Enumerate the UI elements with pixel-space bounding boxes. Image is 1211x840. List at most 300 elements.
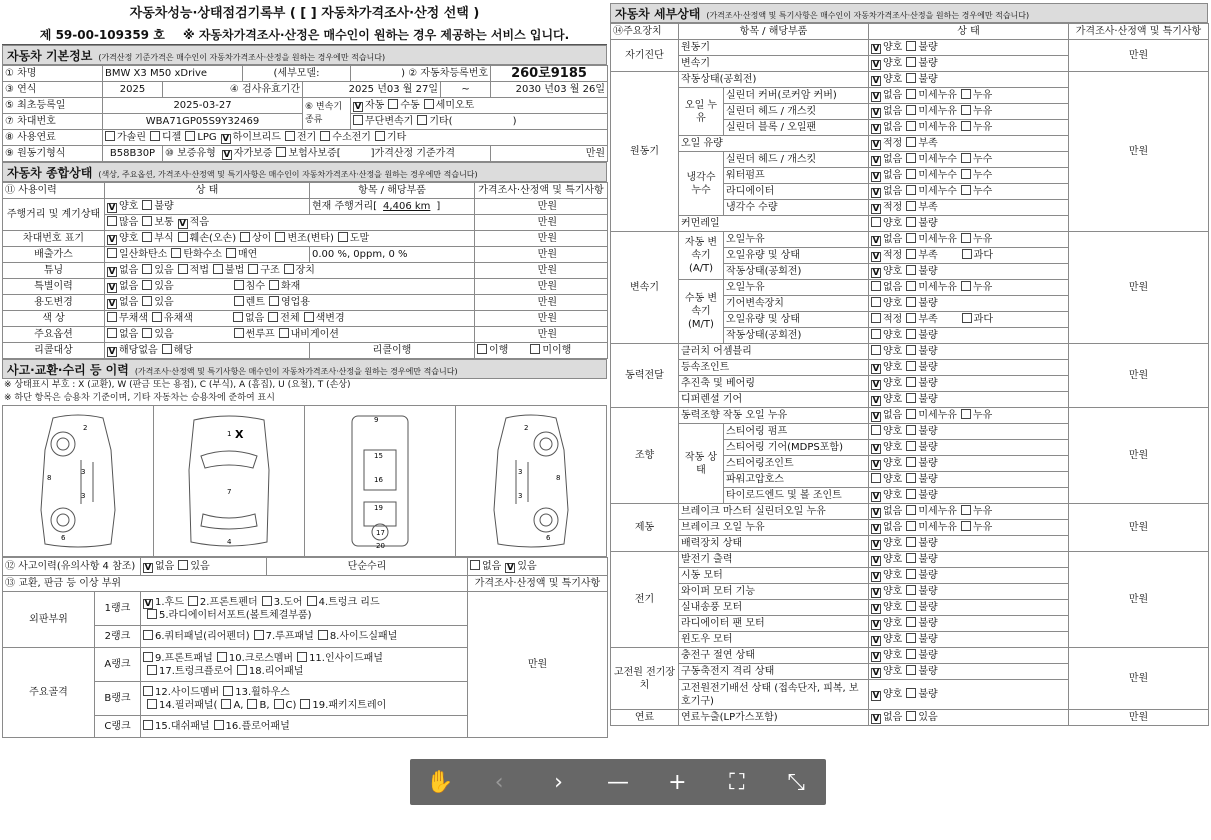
next-page-icon[interactable]: › <box>554 769 563 795</box>
checkbox[interactable] <box>906 329 916 339</box>
svg-text:8: 8 <box>47 474 52 482</box>
table-cell: 배출가스 <box>3 247 105 263</box>
table-cell: 1랭크 <box>95 592 141 626</box>
checkbox[interactable] <box>318 630 328 640</box>
checkbox[interactable] <box>906 585 916 595</box>
checkbox[interactable] <box>221 699 231 709</box>
table-cell: V 없음 미세누유 누유 <box>869 120 1069 136</box>
checkbox[interactable] <box>143 720 153 730</box>
table-cell: V 없음 미세누유 누유 <box>869 88 1069 104</box>
checkbox[interactable] <box>143 630 153 640</box>
table-cell: 냉각수 수량 <box>724 200 869 216</box>
table-cell: 고전원전기배선 상태 (접속단자, 피복, 보호기구) <box>679 680 869 710</box>
checkbox[interactable] <box>871 444 881 454</box>
table-cell: 변속기 <box>611 232 679 344</box>
table-cell: 6.쿼터패널(리어펜더) 7.루프패널 8.사이드실패널 <box>141 626 468 648</box>
checkbox[interactable] <box>107 267 117 277</box>
checkbox[interactable] <box>906 473 916 483</box>
checkbox[interactable] <box>107 248 117 258</box>
table-cell: 워터펌프 <box>724 168 869 184</box>
checkbox[interactable] <box>871 297 881 307</box>
table-cell: V 양호 불량 <box>869 488 1069 504</box>
checkbox[interactable] <box>871 396 881 406</box>
checkbox[interactable] <box>871 345 881 355</box>
table-cell: 양호 불량 <box>869 296 1069 312</box>
checkbox[interactable] <box>388 99 398 109</box>
table-cell: 2랭크 <box>95 626 141 648</box>
checkbox[interactable] <box>142 264 152 274</box>
table-cell: V 적정 부족 <box>869 136 1069 152</box>
table-cell: 무단변속기 기타( ) <box>351 114 608 130</box>
checkbox[interactable] <box>240 232 250 242</box>
table-cell: 수동 변속기 (M/T) <box>679 280 724 344</box>
table-cell: 15.대쉬패널 16.플로어패널 <box>141 716 468 738</box>
svg-text:2: 2 <box>83 424 88 432</box>
table-cell: 만원 <box>475 199 608 215</box>
table-cell: 양호 불량 <box>869 344 1069 360</box>
table-cell: 충전구 절연 상태 <box>679 648 869 664</box>
checkbox[interactable] <box>142 296 152 306</box>
trans-auto-checkbox[interactable] <box>353 102 363 112</box>
checkbox[interactable] <box>424 99 434 109</box>
table-cell: V 없음 미세누유 누유 <box>869 504 1069 520</box>
table-cell: 튜닝 <box>3 263 105 279</box>
pan-hand-icon[interactable]: ✋ <box>426 769 454 795</box>
checkbox[interactable] <box>279 328 289 338</box>
table-cell: 리콜대상 <box>3 343 105 359</box>
checkbox[interactable] <box>477 344 487 354</box>
checkbox[interactable] <box>906 41 916 51</box>
checkbox[interactable] <box>237 665 247 675</box>
checkbox[interactable] <box>142 232 152 242</box>
checkbox[interactable] <box>961 409 971 419</box>
table-cell: 만원 <box>1069 710 1209 726</box>
checkbox[interactable] <box>269 296 279 306</box>
table-cell: 만원 <box>475 263 608 279</box>
checkbox[interactable] <box>906 688 916 698</box>
fuel-hybrid-checkbox[interactable] <box>221 134 231 144</box>
svg-text:8: 8 <box>556 474 561 482</box>
zoom-in-icon[interactable]: + <box>668 769 687 795</box>
checkbox[interactable] <box>147 609 157 619</box>
checkbox[interactable] <box>906 521 916 531</box>
table-cell: V 없음 미세누유 누유 <box>869 408 1069 424</box>
checkbox[interactable] <box>871 425 881 435</box>
checkbox[interactable] <box>143 563 153 573</box>
checkbox[interactable] <box>906 153 916 163</box>
checkbox[interactable] <box>871 412 881 422</box>
checkbox[interactable] <box>906 105 916 115</box>
table-cell: V 양호 불량 <box>869 264 1069 280</box>
checkbox[interactable] <box>961 521 971 531</box>
checkbox[interactable] <box>906 137 916 147</box>
table-cell: 2025 <box>103 82 163 98</box>
table-cell: 리콜이행 <box>310 343 475 359</box>
checkbox[interactable] <box>274 699 284 709</box>
checkbox[interactable] <box>222 150 232 160</box>
checkbox[interactable] <box>962 249 972 259</box>
checkbox[interactable] <box>871 329 881 339</box>
table-cell: 라디에이터 <box>724 184 869 200</box>
checkbox[interactable] <box>871 588 881 598</box>
checkbox[interactable] <box>906 537 916 547</box>
registration-number: 260로9185 <box>491 66 608 82</box>
table-cell: ⑭주요장치 <box>611 24 679 40</box>
table-cell: ⑩ 보증유형V 자가보증 보험사보증[ ]가격산정 기준가격 <box>163 146 491 162</box>
checkbox[interactable] <box>171 248 181 258</box>
table-cell: V 없음 있음 <box>141 558 267 576</box>
table-cell: V 없음 미세누수 누수 <box>869 168 1069 184</box>
checkbox[interactable] <box>961 121 971 131</box>
checkbox[interactable] <box>906 249 916 259</box>
checkbox[interactable] <box>226 248 236 258</box>
checkbox[interactable] <box>871 364 881 374</box>
checkbox[interactable] <box>871 668 881 678</box>
svg-text:3: 3 <box>81 468 86 476</box>
checkbox[interactable] <box>906 89 916 99</box>
checkbox[interactable] <box>213 264 223 274</box>
checkbox[interactable] <box>871 652 881 662</box>
checkbox[interactable] <box>871 268 881 278</box>
checkbox[interactable] <box>906 553 916 563</box>
shrink-icon[interactable]: ⤡ <box>787 769 806 795</box>
checkbox[interactable] <box>906 73 916 83</box>
checkbox[interactable] <box>871 252 881 262</box>
checkbox[interactable] <box>961 153 971 163</box>
table-cell: ⑧ 사용연료 <box>3 130 103 146</box>
checkbox[interactable] <box>871 524 881 534</box>
checkbox[interactable] <box>178 560 188 570</box>
checkbox[interactable] <box>871 620 881 630</box>
checkbox[interactable] <box>276 147 286 157</box>
fit-screen-icon[interactable]: ⛶ <box>729 769 745 795</box>
checkbox[interactable] <box>871 60 881 70</box>
checkbox[interactable] <box>107 283 117 293</box>
checkbox[interactable] <box>178 264 188 274</box>
checkbox[interactable] <box>262 596 272 606</box>
table-cell: ③ 연식 <box>3 82 103 98</box>
checkbox[interactable] <box>223 686 233 696</box>
checkbox[interactable] <box>906 617 916 627</box>
checkbox[interactable] <box>871 172 881 182</box>
checkbox[interactable] <box>178 232 188 242</box>
checkbox[interactable] <box>906 489 916 499</box>
checkbox[interactable] <box>906 425 916 435</box>
checkbox[interactable] <box>107 312 117 322</box>
checkbox[interactable] <box>470 560 480 570</box>
svg-text:20: 20 <box>376 542 385 550</box>
table-cell: 없음V 있음 <box>468 558 608 576</box>
table-cell: 만원 <box>1069 504 1209 552</box>
table-cell: 양호 불량 <box>869 328 1069 344</box>
car-side-right-icon <box>476 410 586 552</box>
checkbox[interactable] <box>871 460 881 470</box>
svg-text:3: 3 <box>81 492 86 500</box>
table-cell: 특별이력 <box>3 279 105 295</box>
table-cell: V 적정 부족 과다 <box>869 248 1069 264</box>
table-cell: 등속조인트 <box>679 360 869 376</box>
svg-text:9: 9 <box>374 416 379 424</box>
table-cell: 작동상태(공회전) <box>724 264 869 280</box>
checkbox[interactable] <box>871 473 881 483</box>
checkbox[interactable] <box>906 313 916 323</box>
form-title: 자동차성능·상태점검기록부 ( [ ] 자동차가격조사·산정 선택 ) <box>129 6 480 21</box>
checkbox[interactable] <box>906 711 916 721</box>
svg-text:6: 6 <box>61 534 66 542</box>
checkbox[interactable] <box>962 313 972 323</box>
checkbox[interactable] <box>353 115 363 125</box>
checkbox[interactable] <box>338 232 348 242</box>
checkbox[interactable] <box>268 312 278 322</box>
checkbox[interactable] <box>284 264 294 274</box>
table-cell: A랭크 <box>95 648 141 682</box>
svg-text:2: 2 <box>524 424 529 432</box>
checkbox[interactable] <box>906 281 916 291</box>
checkbox[interactable] <box>906 345 916 355</box>
checkbox[interactable] <box>285 131 295 141</box>
checkbox[interactable] <box>871 691 881 701</box>
table-cell: 스티어링 기어(MDPS포함) <box>724 440 869 456</box>
checkbox[interactable] <box>300 699 310 709</box>
table-cell: ~ <box>441 82 491 98</box>
table-cell: B58B30P <box>103 146 163 162</box>
checkbox[interactable] <box>871 108 881 118</box>
checkbox[interactable] <box>269 280 279 290</box>
table-cell: 조향 <box>611 408 679 504</box>
checkbox[interactable] <box>871 492 881 502</box>
checkbox[interactable] <box>961 505 971 515</box>
table-cell: 만원 <box>1069 232 1209 344</box>
checkbox[interactable] <box>906 649 916 659</box>
table-cell: 작동 상태 <box>679 424 724 504</box>
checkbox[interactable] <box>871 508 881 518</box>
table-cell: 없음 있음 썬루프 내비게이션 <box>105 327 475 343</box>
odometer-value: 4,406 km <box>383 201 431 212</box>
checkbox[interactable] <box>871 556 881 566</box>
table-cell: 제동 <box>611 504 679 552</box>
checkbox[interactable] <box>906 633 916 643</box>
checkbox[interactable] <box>906 57 916 67</box>
checkbox[interactable] <box>961 233 971 243</box>
checkbox[interactable] <box>961 185 971 195</box>
table-cell: ) ② 자동차등록번호 <box>351 66 491 82</box>
svg-text:4: 4 <box>227 538 232 546</box>
vin: WBA71GP05S9Y32469 <box>103 114 303 130</box>
table-cell: 2030 년03 월 26일 <box>491 82 608 98</box>
checkbox[interactable] <box>906 217 916 227</box>
checkbox[interactable] <box>906 201 916 211</box>
table-cell: ⑪ 사용이력 <box>3 183 105 199</box>
table-cell: 만원 <box>475 311 608 327</box>
checkbox[interactable] <box>147 699 157 709</box>
table-cell: (세부모델: <box>243 66 351 82</box>
checkbox[interactable] <box>906 185 916 195</box>
svg-text:3: 3 <box>518 468 523 476</box>
table-cell: 양호 불량 <box>869 424 1069 440</box>
checkbox[interactable] <box>906 361 916 371</box>
checkbox[interactable] <box>297 652 307 662</box>
table-cell: 만원 <box>475 327 608 343</box>
checkbox[interactable] <box>871 204 881 214</box>
checkbox[interactable] <box>871 44 881 54</box>
checkbox[interactable] <box>961 169 971 179</box>
checkbox[interactable] <box>906 233 916 243</box>
checkbox[interactable] <box>143 599 153 609</box>
table-cell: 브레이크 오일 누유 <box>679 520 869 536</box>
table-cell: ⑫ 사고이력(유의사항 4 참조) <box>3 558 141 576</box>
table-cell: ⑤ 최초등록일 <box>3 98 103 114</box>
checkbox[interactable] <box>871 313 881 323</box>
checkbox[interactable] <box>871 92 881 102</box>
table-cell: V 양호 불량 <box>869 40 1069 56</box>
checkbox[interactable] <box>871 217 881 227</box>
checkbox[interactable] <box>871 636 881 646</box>
checkbox[interactable] <box>143 686 153 696</box>
checkbox[interactable] <box>871 572 881 582</box>
table-cell: V 양호 불량 <box>869 392 1069 408</box>
checkbox[interactable] <box>142 280 152 290</box>
checkbox[interactable] <box>906 121 916 131</box>
table-cell: 오일유량 및 상태 <box>724 312 869 328</box>
table-cell: 오일 유량 <box>679 136 869 152</box>
checkbox[interactable] <box>871 188 881 198</box>
checkbox[interactable] <box>375 131 385 141</box>
exchange-mark-x: X <box>235 428 244 441</box>
table-cell: 오일누유 <box>724 232 869 248</box>
table-cell: 작동상태(공회전) <box>679 72 869 88</box>
table-cell: 실린더 커버(로커암 커버) <box>724 88 869 104</box>
table-cell: 용도변경 <box>3 295 105 311</box>
table-cell: V 양호 불량 <box>869 584 1069 600</box>
checkbox[interactable] <box>906 505 916 515</box>
checkbox[interactable] <box>188 596 198 606</box>
checkbox[interactable] <box>143 652 153 662</box>
table-cell: V 양호 불량 <box>869 552 1069 568</box>
checkbox[interactable] <box>871 604 881 614</box>
checkbox[interactable] <box>871 76 881 86</box>
table-cell: 냉각수 누수 <box>679 152 724 216</box>
table-cell: V 양호 불량 <box>869 664 1069 680</box>
checkbox[interactable] <box>961 105 971 115</box>
checkbox[interactable] <box>871 156 881 166</box>
checkbox[interactable] <box>234 328 244 338</box>
table-cell: 클러치 어셈블리 <box>679 344 869 360</box>
table-cell: 만원 <box>475 215 608 231</box>
checkbox[interactable] <box>906 265 916 275</box>
table-cell: 없음 미세누유 누유 <box>869 280 1069 296</box>
zoom-out-icon[interactable]: — <box>606 769 629 795</box>
checkbox[interactable] <box>142 328 152 338</box>
checkbox[interactable] <box>906 377 916 387</box>
prev-page-icon[interactable]: ‹ <box>494 769 504 795</box>
checkbox[interactable] <box>871 236 881 246</box>
checkbox[interactable] <box>871 281 881 291</box>
checkbox[interactable] <box>105 131 115 141</box>
checkbox[interactable] <box>142 200 152 210</box>
table-cell: 와이퍼 모터 기능 <box>679 584 869 600</box>
checkbox[interactable] <box>178 219 188 229</box>
checkbox[interactable] <box>162 344 172 354</box>
svg-text:3: 3 <box>518 492 523 500</box>
checkbox[interactable] <box>234 296 244 306</box>
table-cell: C랭크 <box>95 716 141 738</box>
table-cell: 고전원 전기장치 <box>611 648 679 710</box>
table-cell: 커먼레일 <box>679 216 869 232</box>
table-cell: 시동 모터 <box>679 568 869 584</box>
checkbox[interactable] <box>304 312 314 322</box>
checkbox[interactable] <box>248 264 258 274</box>
checkbox[interactable] <box>275 232 285 242</box>
checkbox[interactable] <box>871 124 881 134</box>
form-notice: ※ 자동차가격조사·산정은 매수인이 원하는 경우 제공하는 서비스 입니다. <box>182 28 570 42</box>
checkbox[interactable] <box>234 280 244 290</box>
checkbox[interactable] <box>906 601 916 611</box>
checkbox[interactable] <box>871 380 881 390</box>
table-cell: 스티어링 펌프 <box>724 424 869 440</box>
checkbox[interactable] <box>871 714 881 724</box>
checkbox[interactable] <box>107 347 117 357</box>
table-cell: 상 태 <box>869 24 1069 40</box>
table-cell: 2025 년03 월 27일 <box>303 82 441 98</box>
left-form <box>2 3 607 738</box>
checkbox[interactable] <box>233 312 243 322</box>
checkbox[interactable] <box>247 699 257 709</box>
checkbox[interactable] <box>150 131 160 141</box>
table-cell: 항목 / 해당부품 <box>679 24 869 40</box>
checkbox[interactable] <box>107 203 117 213</box>
checkbox[interactable] <box>107 235 117 245</box>
checkbox[interactable] <box>530 344 540 354</box>
table-cell: ④ 검사유효기간 <box>163 82 303 98</box>
checkbox[interactable] <box>505 563 515 573</box>
checkbox[interactable] <box>320 131 330 141</box>
table-cell: 라디에이터 팬 모터 <box>679 616 869 632</box>
checkbox[interactable] <box>107 328 117 338</box>
checkbox[interactable] <box>142 216 152 226</box>
checkbox[interactable] <box>217 652 227 662</box>
table-cell: V 적정 부족 <box>869 200 1069 216</box>
table-cell: 상 태 <box>105 183 310 199</box>
checkbox[interactable] <box>906 441 916 451</box>
checkbox[interactable] <box>254 630 264 640</box>
checkbox[interactable] <box>906 297 916 307</box>
checkbox[interactable] <box>307 596 317 606</box>
checkbox[interactable] <box>107 216 117 226</box>
checkbox[interactable] <box>185 131 195 141</box>
checkbox[interactable] <box>906 409 916 419</box>
table-cell: 기어변속장치 <box>724 296 869 312</box>
section-basic-info: 자동차 기본정보 (가격산정 기준가격은 매수인이 자동차가격조사·산정을 원하는 경우에만 적습니다) <box>2 45 607 65</box>
checkbox[interactable] <box>961 281 971 291</box>
checkbox[interactable] <box>906 393 916 403</box>
checkbox[interactable] <box>214 720 224 730</box>
checkbox[interactable] <box>152 312 162 322</box>
table-cell: V 해당없음 해당 <box>105 343 310 359</box>
checkbox[interactable] <box>906 665 916 675</box>
table-cell: V 양호 불량 <box>869 568 1069 584</box>
checkbox[interactable] <box>147 665 157 675</box>
checkbox[interactable] <box>417 115 427 125</box>
checkbox[interactable] <box>871 540 881 550</box>
checkbox[interactable] <box>961 89 971 99</box>
checkbox[interactable] <box>906 457 916 467</box>
table-cell: 만원 <box>475 295 608 311</box>
table-cell: 만원 <box>468 592 608 738</box>
checkbox[interactable] <box>906 569 916 579</box>
checkbox[interactable] <box>107 299 117 309</box>
checkbox[interactable] <box>871 140 881 150</box>
checkbox[interactable] <box>906 169 916 179</box>
